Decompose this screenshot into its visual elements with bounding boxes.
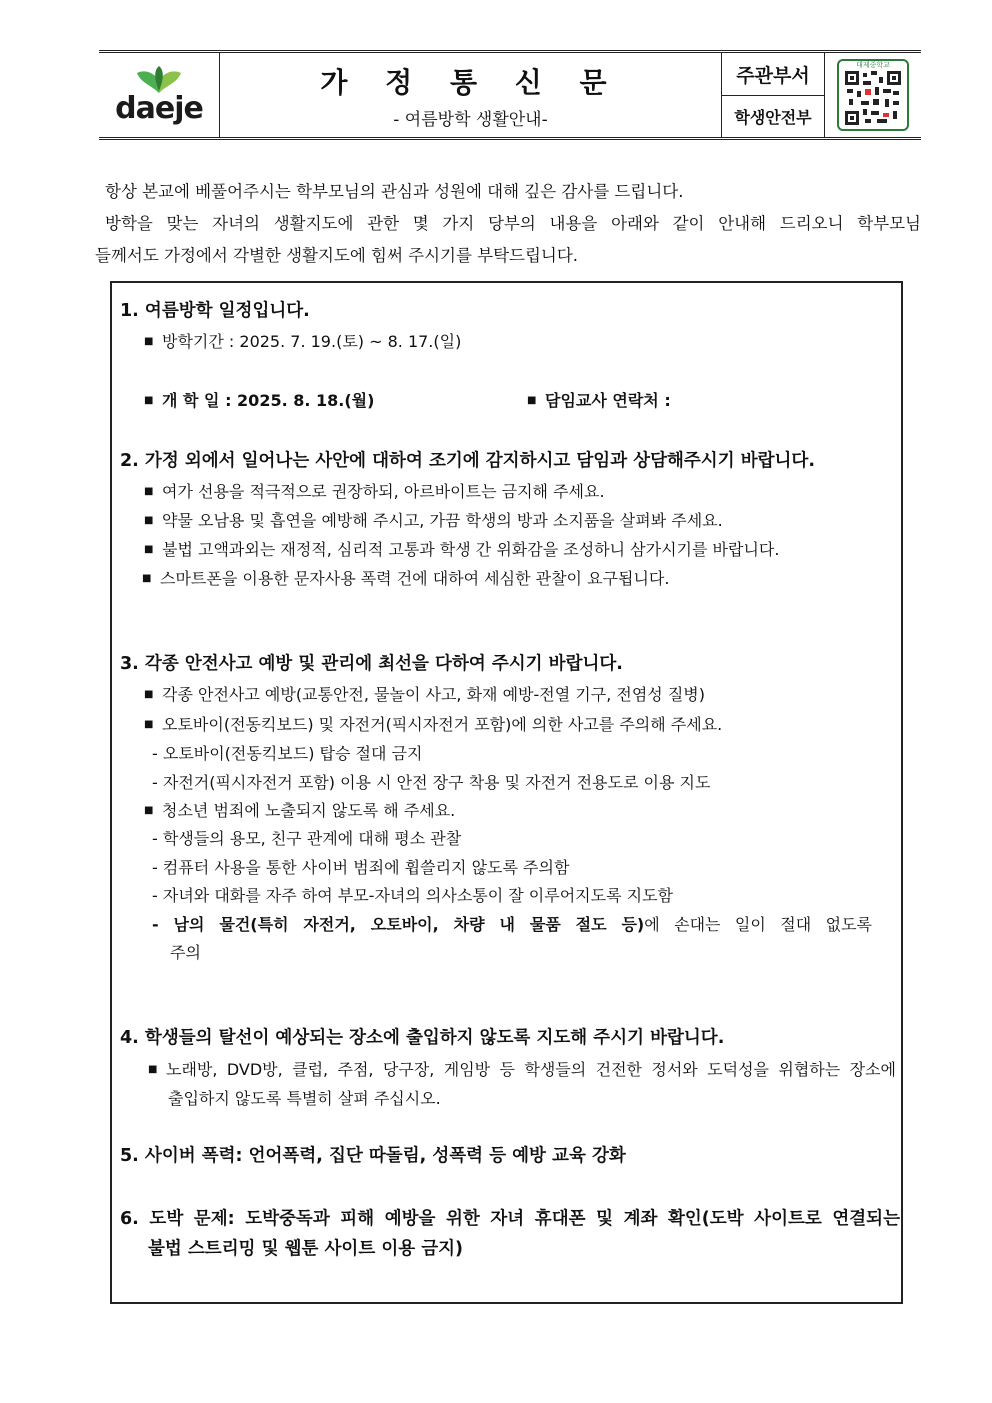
section-6-title-continued: 불법 스트리밍 및 웹툰 사이트 이용 금지) <box>148 1239 464 1259</box>
qr-cell <box>825 53 922 137</box>
list-item-text: 약물 오남용 및 흡연을 예방해 주시고, 가끔 학생의 방과 소지품을 살펴봐 주세요. <box>162 511 723 530</box>
page-subtitle: - 여름방학 생활안내- <box>393 109 548 130</box>
sub-item-bold: - 남의 물건(특히 자전거, 오토바이, 차량 내 물품 절도 등) <box>152 915 645 934</box>
qr-pattern-icon <box>845 71 901 125</box>
dept-cell <box>722 53 825 137</box>
logo-text: daeje <box>115 90 203 126</box>
list-item-text: 여가 선용을 적극적으로 권장하되, 아르바이트는 금지해 주세요. <box>162 482 605 501</box>
list-item-text: 청소년 범죄에 노출되지 않도록 해 주세요. <box>162 801 456 820</box>
sub-item: - 오토바이(전동킥보드) 탑승 절대 금지 <box>152 744 423 763</box>
sub-item: - 학생들의 용모, 친구 관계에 대해 평소 관찰 <box>152 829 462 848</box>
schedule-opening-text: 개 학 일 : 2025. 8. 18.(월) <box>162 391 375 410</box>
list-item-text: 불법 고액과외는 재정적, 심리적 고통과 학생 간 위화감을 조성하니 삼가시기를 바랍니다. <box>162 540 780 559</box>
list-item <box>166 1056 896 1084</box>
intro-line: 방학을 맞는 자녀의 생활지도에 관한 몇 가지 당부의 내용을 아래와 같이 안내해 드리오니 학부모님 <box>105 214 921 233</box>
sub-item: - 컴퓨터 사용을 통한 사이버 범죄에 휩쓸리지 않도록 주의함 <box>152 858 570 877</box>
list-item <box>162 711 722 739</box>
list-item <box>162 536 779 564</box>
schedule-period <box>162 328 461 356</box>
sub-item: - 자녀와 대화를 자주 하여 부모-자녀의 의사소통이 잘 이루어지도록 지도함 <box>152 886 674 905</box>
schedule-period-text: 방학기간 : 2025. 7. 19.(토) ~ 8. 17.(일) <box>162 332 462 351</box>
list-item-text: 노래방, DVD방, 클럽, 주점, 당구장, 게임방 등 학생들의 건전한 정서와 도덕성을 위협하는 장소에 <box>166 1060 896 1079</box>
list-item-text: 오토바이(전동킥보드) 및 자전거(픽시자전거 포함)에 의한 사고를 주의해 주세요. <box>162 715 723 734</box>
list-item-text: 스마트폰을 이용한 문자사용 폭력 건에 대하여 세심한 관찰이 요구됩니다. <box>160 569 670 588</box>
intro-line: 항상 본교에 베풀어주시는 학부모님의 관심과 성원에 대해 깊은 감사를 드립니다. <box>105 182 684 201</box>
sub-item: - 자전거(픽시자전거 포함) 이용 시 안전 장구 착용 및 자전거 전용도로 이용 지도 <box>152 773 711 792</box>
intro-paragraph <box>95 176 921 272</box>
section-6-title: 6. 도박 문제: 도박중독과 피해 예방을 위한 자녀 휴대폰 및 계좌 확인(도박 사이트로 연결되는 <box>120 1209 900 1229</box>
list-item-continued: 출입하지 않도록 특별히 살펴 주십시오. <box>168 1089 441 1108</box>
list-item <box>162 681 705 709</box>
qr-code[interactable] <box>837 59 909 131</box>
section-5-title: 5. 사이버 폭력: 언어폭력, 집단 따돌림, 성폭력 등 예방 교육 강화 <box>120 1146 626 1166</box>
list-item <box>162 478 605 506</box>
dept-label: 주관부서 <box>722 54 824 96</box>
section-1-title: 1. 여름방학 일정입니다. <box>120 301 310 321</box>
page-title: 가 정 통 신 문 <box>320 65 621 99</box>
sub-item <box>152 911 872 939</box>
sub-item-rest: 에 손대는 일이 절대 없도록 <box>644 915 872 934</box>
title-cell <box>220 53 722 137</box>
section-4-title: 4. 학생들의 탈선이 예상되는 장소에 출입하지 않도록 지도해 주시기 바랍니다. <box>120 1028 725 1048</box>
list-item-text: 각종 안전사고 예방(교통안전, 물놀이 사고, 화재 예방-전열 기구, 전염성 질병) <box>162 685 705 704</box>
list-item <box>162 507 723 535</box>
teacher-contact <box>545 387 671 415</box>
qr-label: 대제중학교 <box>856 61 890 69</box>
section-3-title: 3. 각종 안전사고 예방 및 관리에 최선을 다하여 주시기 바랍니다. <box>120 654 623 674</box>
section-2-title: 2. 가정 외에서 일어나는 사안에 대하여 조기에 감지하시고 담임과 상담해주시기 바랍니다. <box>120 451 815 471</box>
teacher-contact-text: 담임교사 연락처 : <box>545 391 671 410</box>
dept-name: 학생안전부 <box>734 107 812 127</box>
list-item <box>160 565 669 593</box>
content-box <box>110 281 903 1304</box>
sub-item-continued: 주의 <box>170 943 201 962</box>
logo-cell <box>99 53 220 137</box>
schedule-opening <box>162 387 374 415</box>
list-item <box>162 797 455 825</box>
document-header <box>99 50 921 140</box>
intro-line: 들께서도 가정에서 각별한 생활지도에 힘써 주시기를 부탁드립니다. <box>95 246 579 265</box>
